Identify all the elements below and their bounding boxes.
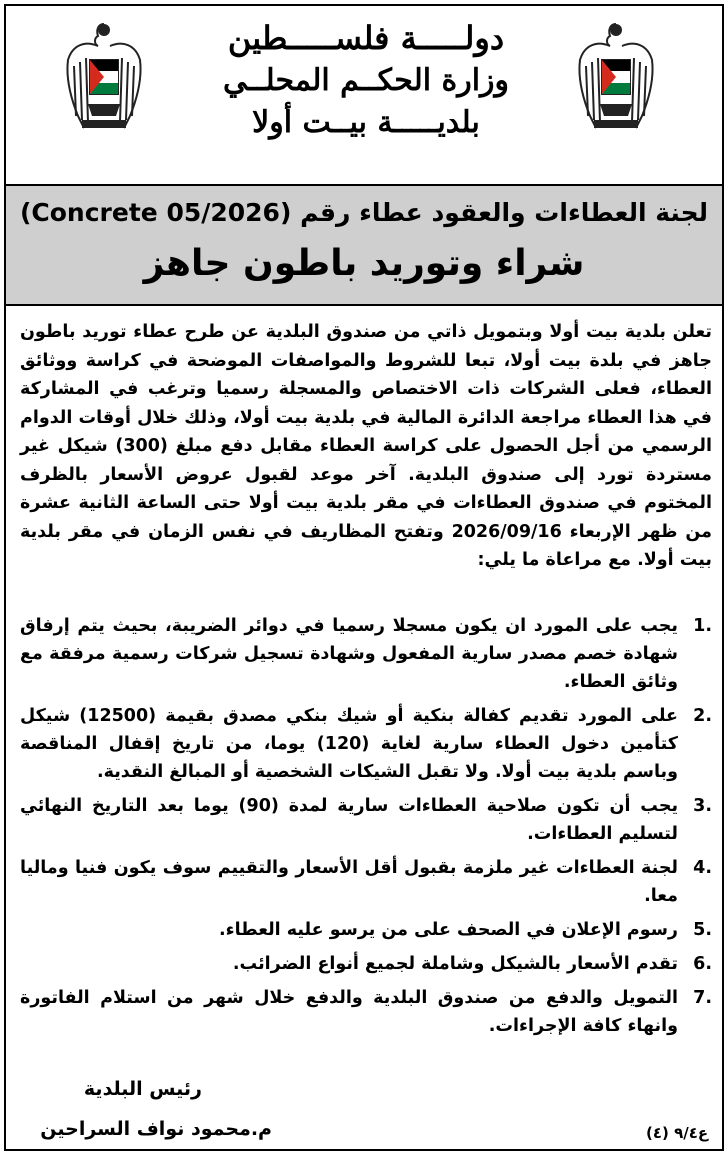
condition-item <box>20 792 712 848</box>
condition-number: 7. <box>693 988 712 1008</box>
condition-number: 4. <box>693 858 712 878</box>
tender-subject: شراء وتوريد باطون جاهز <box>143 243 585 284</box>
tender-title-band <box>6 184 722 306</box>
condition-text: لجنة العطاءات غير ملزمة بقبول أقل الأسعار والتقييم سوف يكون فنيا وماليا معا. <box>20 858 678 906</box>
header <box>6 6 722 186</box>
condition-text: تقدم الأسعار بالشيكل وشاملة لجميع أنواع الضرائب. <box>232 954 678 974</box>
condition-item <box>20 984 712 1040</box>
ministry-name: وزارة الحكــم المحلــي <box>222 63 510 99</box>
condition-number: 6. <box>693 954 712 974</box>
condition-number: 2. <box>693 706 712 726</box>
mayor-name: م.محمود نواف السراحين <box>40 1118 272 1140</box>
announcement-body: تعلن بلدية بيت أولا وبتمويل ذاتي من صندوق البلدية عن طرح عطاء توريد باطون جاهز في بلدة بيت أولا، تبعا للشروط والمواصفات الموضحة في كراسة ووثائق العطاء، فعلى الشركات ذات الاختصاص والمسجلة رسميا وترغب في المشاركة في هذا العطاء مراجعة الدائرة المالية في بلدية بيت أولا، وذلك خلال أوقات الدوام الرسمي من أجل الحصول على كراسة العطاء مقابل دفع مبلغ (300) شيكل غير مستردة تورد إلى صندوق البلدية. آخر موعد لقبول عروض الأسعار بالظرف المختوم في صندوق العطاءات في مقر بلدية بيت أولا حتى الساعة الثانية عشرة من ظهر الإربعاء 2026/09/16 وتفتح المظاريف في نفس الزمان في مقر بلدية بيت أولا. مع مراعاة ما يلي: <box>20 322 712 570</box>
condition-number: 5. <box>693 920 712 940</box>
condition-number: 3. <box>693 796 712 816</box>
palestine-eagle-emblem-left <box>64 16 144 136</box>
state-name: دولـــــة فلســـــطين <box>227 19 505 57</box>
condition-text: التمويل والدفع من صندوق البلدية والدفع خلال شهر من استلام الفاتورة وانهاء كافة الإجراءات. <box>20 988 678 1036</box>
condition-text: يجب على المورد ان يكون مسجلا رسميا في دوائر الضريبة، بحيث يتم إرفاق شهادة خصم مصدر سارية المفعول وشهادة تسجيل شركات رسمية مرفقة مع وثائق العطاء. <box>20 616 678 692</box>
palestine-eagle-emblem-right <box>576 16 656 136</box>
municipality-name: بلديـــــة بيــت أولا <box>252 104 480 140</box>
condition-item <box>20 916 712 944</box>
condition-text: يجب أن تكون صلاحية العطاءات سارية لمدة (90) يوما بعد التاريخ النهائي لتسليم العطاءات. <box>20 796 679 844</box>
reference-code: ع٩/٤ (٤) <box>646 1124 709 1142</box>
condition-text: على المورد تقديم كفالة بنكية أو شيك بنكي مصدق بقيمة (12500) شيكل كتأمين دخول العطاء سارية لغاية (120) يوما، من تاريخ إقفال المناقصة وباسم بلدية بيت أولا. ولا تقبل الشيكات الشخصية أو المبالغ النقدية. <box>20 706 678 782</box>
condition-text: رسوم الإعلان في الصحف على من يرسو عليه العطاء. <box>219 920 678 940</box>
condition-number: 1. <box>693 616 712 636</box>
mayor-title: رئيس البلدية <box>83 1078 202 1100</box>
condition-item <box>20 702 712 786</box>
condition-item <box>20 612 712 696</box>
conditions-list <box>20 612 712 1046</box>
advertisement-frame <box>4 4 724 1151</box>
header-titles <box>156 16 576 143</box>
committee-tender-number: لجنة العطاءات والعقود عطاء رقم (Concrete 05/2026) <box>19 198 709 227</box>
condition-item <box>20 950 712 978</box>
condition-item <box>20 854 712 910</box>
